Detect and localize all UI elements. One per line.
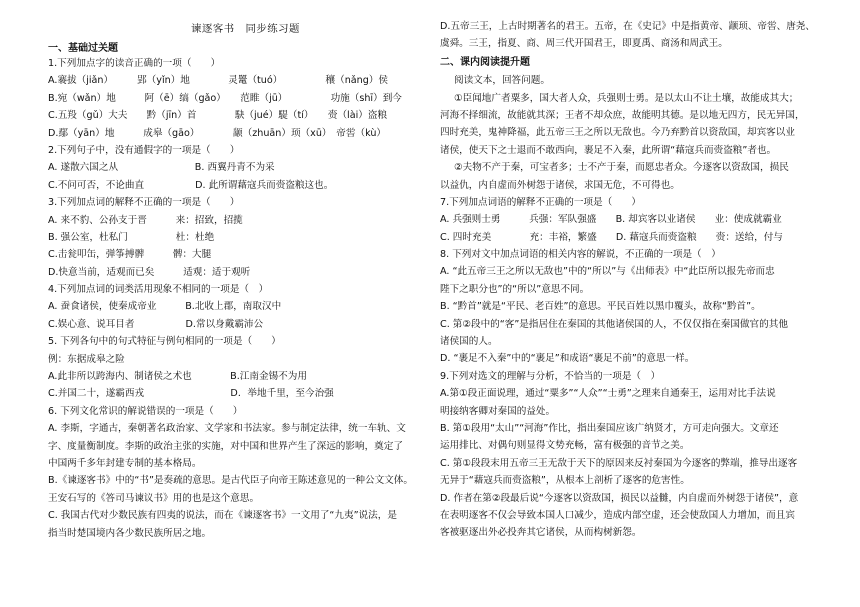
q8-option-c-line2: 诸侯国的人。 (440, 336, 498, 348)
q8-option-b: B. “黔首”就是“平民、老百姓”的意思。平民百姓以黑巾覆头，故称“黔首”。 (440, 301, 761, 313)
q6-option-c-line2: 指当时楚国境内各少数民族所居之地。 (48, 527, 212, 539)
passage-line: 诸侯，使天下之士退而不敢西向，裹足不入秦，此所谓“藉寇兵而赍盗粮”者也。 (440, 144, 777, 156)
question-1: 1.下列加点字的读音正确的一项（ ） (48, 58, 221, 69)
question-6: 6. 下列文化常识的解说错误的一项是（ ） (48, 405, 243, 417)
q4-options-ab: A. 蚕食诸侯，使秦成帝业 B.北收上郡，南取汉中 (48, 301, 282, 313)
q6-option-a-line1: A. 李斯，字通古，秦朝著名政治家、文学家和书法家。参与制定法律，统一车轨、文 (48, 423, 406, 435)
q8-option-a-line2: 陛下之职分也”的“所以”意思不同。 (440, 283, 590, 295)
q9-option-c-line1: C. 第①段段末用五帝三王无敌于天下的原因来反衬秦国为今逐客的弊端，推导出逐客 (440, 457, 798, 469)
passage-line: ②夫物不产于秦，可宝者多；士不产于秦，而愿忠者众。今逐客以资敌国，损民 (454, 162, 789, 174)
q6-option-a-line2: 字、度量衡制度。李斯的政治主张的实施，对中国和世界产生了深远的影响，奠定了 (48, 440, 403, 452)
q3-option-a: A. 来不豹、公孙支于晋 来：招致，招揽 (48, 214, 243, 226)
q1-option-d: D.鄢（yān）地 成皋（gāo） 颛（zhuān）顼（xū） 帝喾（kù） (48, 127, 387, 139)
q4-options-cd: C.娱心意、说耳目者 D.常以身戴霸沛公 (48, 318, 264, 330)
passage-line: 四时充美，鬼神降福，此五帝三王之所以无敌也。今乃弃黔首以资敌国，却宾客以业 (440, 127, 795, 139)
question-3: 3.下列加点词的解释不正确的一项是（ ） (48, 197, 240, 209)
q9-option-c-line2: 无异于“藉寇兵而赍盗粮”，从根本上剖析了逐客的危害性。 (440, 475, 690, 487)
q9-option-d-line1: D. 作者在第②段最后说“今逐客以资敌国，损民以益雠，内自虚而外树怨于诸侯”，意 (440, 492, 799, 504)
section-heading-basic: 一、基础过关题 (48, 43, 118, 54)
left-text-lines (48, 55, 443, 542)
right-column (440, 18, 835, 542)
q5-example: 例：东据成皋之险 (48, 353, 125, 365)
q6-option-b-line1: B.《谏逐客书》中的“书”是奏疏的意思。是古代臣子向帝王陈述意见的一种公文文体。 (48, 475, 413, 487)
q1-option-b: B.宛（wǎn）地 阿（ē）缟（gǎo） 范睢（jū） 功施（shī）到今 (48, 92, 402, 104)
passage-line: 以益仇，内自虚而外树怨于诸侯，求国无危，不可得也。 (440, 179, 680, 191)
question-7: 7.下列加点词语的解释不正确的一项是（ ） (440, 196, 642, 208)
question-2: 2.下列句子中，没有通假字的一项是（ ） (48, 144, 240, 156)
question-5: 5. 下列各句中的句式特征与例句相同的一项是（ ） (48, 336, 281, 348)
q2-options-cd: C.不问可否，不论曲直 D. 此所谓藉寇兵而赍盗粮这也。 (48, 179, 334, 191)
q2-options-ab: A. 遂散六国之从 B. 西翼丹青不为采 (48, 162, 275, 174)
q5-options-cd: C.并国二十，遂霸西戎 D．举地千里，至今治强 (48, 388, 334, 400)
q9-option-d-line3: 客被驱逐出外必投奔其它诸侯，从而构树新怨。 (440, 527, 642, 539)
q8-option-a-line1: A. “此五帝三王之所以无敌也”中的“所以”与《出师表》中“此臣所以报先帝而忠 (440, 266, 775, 278)
q6-option-b-line2: 王安石写的《答司马谏议书》用的也是这个意思。 (48, 492, 260, 504)
passage-line: ①臣闻地广者粟多，国大者人众，兵强则士勇。是以太山不让土壤，故能成其大； (454, 92, 799, 104)
q6-option-d-line2: 虞舜。三王，指夏、商、周三代开国君王，即夏禹、商汤和周武王。 (440, 38, 728, 50)
q1-option-a: A.褰拔（jiǎn） 郢（yǐn）地 灵鼍（tuó） 穰（nǎng）侯 (48, 75, 389, 87)
question-8: 8. 下列对文中加点词语的相关内容的解说，不正确的一项是（ ） (440, 249, 721, 261)
question-4: 4.下列加点词的词类活用现象不相同的一项是（ ） (48, 284, 269, 296)
q7-options-cd: C. 四时充美 充：丰裕，繁盛 D. 藉寇兵而赍盗粮 赍：送给，付与 (440, 231, 783, 243)
q9-option-b-line2: 运用排比、对偶句则显得文势充畅，富有极强的音节之美。 (440, 440, 690, 452)
q9-option-d-line2: 在表明逐客不仅会导致本国人口减少，造成内部空虚，还会使敌国人力增加，而且宾 (440, 509, 795, 521)
q9-option-b-line1: B. 第①段用“太山”“河海”作比，指出秦国应该广纳贤才，方可走向强大。文章还 (440, 422, 779, 434)
left-column (48, 18, 443, 542)
q3-option-d: D.快意当前，适观而已矣 适观：适于观听 (48, 266, 251, 278)
q6-option-c-line1: C. 我国古代对少数民族有四夷的说法，而在《谏逐客书》一文用了“九夷”说法，是 (48, 510, 397, 522)
q5-options-ab: A.此非所以跨海内、制诸侯之术也 B.江南金锡不为用 (48, 371, 307, 383)
q6-option-d-line1: D.五帝三王，上古时期著名的君王。五帝，在《史记》中是指黄帝、颛顼、帝喾、唐尧、 (440, 21, 815, 32)
passage-line: 河海不择细流，故能就其深；王者不却众庶，故能明其德。是以地无四方，民无异国， (440, 109, 805, 121)
q3-option-c: C.击瓮叩缶，弹筝搏髀 髀：大腿 (48, 249, 212, 261)
q1-option-c: C.五羖（gǔ）大夫 黔（jīn）首 駃（jué）騠（tí） 赍（lài）盗粮 (48, 110, 388, 122)
q7-options-ab: A. 兵强则士勇 兵强：军队强盛 B. 却宾客以业诸侯 业：使成就霸业 (440, 214, 782, 226)
q6-option-a-line3: 中国两千多年封建专制的基本格局。 (48, 457, 202, 469)
section-heading-reading: 二、课内阅读提升题 (440, 56, 530, 68)
q9-option-a-line1: A.第①段正面说理，通过“粟多”“人众”“士勇”之理来自通秦王，运用对比手法说 (440, 388, 776, 400)
reading-instruction: 阅读文本，回答问题。 (454, 75, 550, 87)
q8-option-c-line1: C. 第②段中的“客”是指居住在秦国的其他诸侯国的人，不仅仅指在秦国做官的其他 (440, 318, 788, 330)
q8-option-d: D. “裹足不入秦”中的“裹足”和成语“裹足不前”的意思一样。 (440, 353, 695, 365)
q3-option-b: B. 强公室，杜私门 杜：杜绝 (48, 231, 215, 243)
document-title: 谏逐客书 同步练习题 (191, 23, 300, 35)
question-9: 9.下列对选文的理解与分析，不恰当的一项是（ ） (440, 370, 661, 382)
q9-option-a-line2: 明接纳客卿对秦国的益处。 (440, 405, 556, 417)
